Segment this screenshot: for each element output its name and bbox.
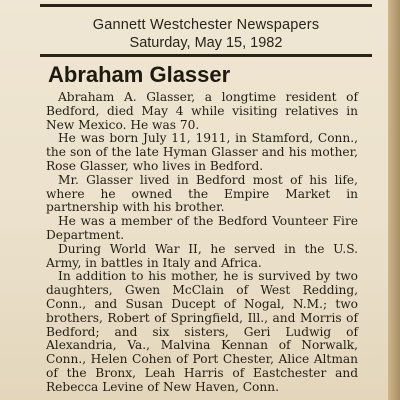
obituary-paragraph: In addition to his mother, he is survived by two daughters, Gwen McClain of West Redding, Conn., and Susan Ducept of Nogal, N.M.; two brothers, Robert of Springfield, Ill., and Morris of Bedford; and six sisters, Geri Ludwig of Alexandria, Va., Malvina Kennan of Norwalk, Conn., Helen Cohen of Port Chester, Alice Altman of the Bronx, Leah Harris of Eastchester and Rebecca Levine of New Haven, Conn. bbox=[46, 269, 358, 394]
background-surface bbox=[388, 0, 400, 400]
obituary-paragraph: He was born July 11, 1911, in Stamford, Conn., the son of the late Hyman Glasser and his mother, Rose Glasser, who lives in Bedford. bbox=[46, 131, 358, 173]
newspaper-source: Gannett Westchester Newspapers bbox=[92, 17, 320, 33]
publication-date: Saturday, May 15, 1982 bbox=[129, 35, 283, 51]
masthead-bottom-rule bbox=[40, 54, 372, 57]
masthead-top-rule bbox=[40, 4, 372, 7]
obituary-body bbox=[46, 91, 358, 395]
obituary-paragraph: During World War II, he served in the U.S. Army, in battles in Italy and Africa. bbox=[46, 241, 358, 270]
obituary-paragraph: Mr. Glasser lived in Bedford most of his life, where he owned the Empire Market in partnership with his brother. bbox=[46, 172, 358, 215]
obituary-headline: Abraham Glasser bbox=[48, 62, 231, 87]
obituary-paragraph: He was a member of the Bedford Vounteer Fire Department. bbox=[46, 214, 358, 242]
obituary-paragraph: Abraham A. Glasser, a longtime resident of Bedford, died May 4 while visiting relatives in New Mexico. He was 70. bbox=[46, 90, 358, 132]
